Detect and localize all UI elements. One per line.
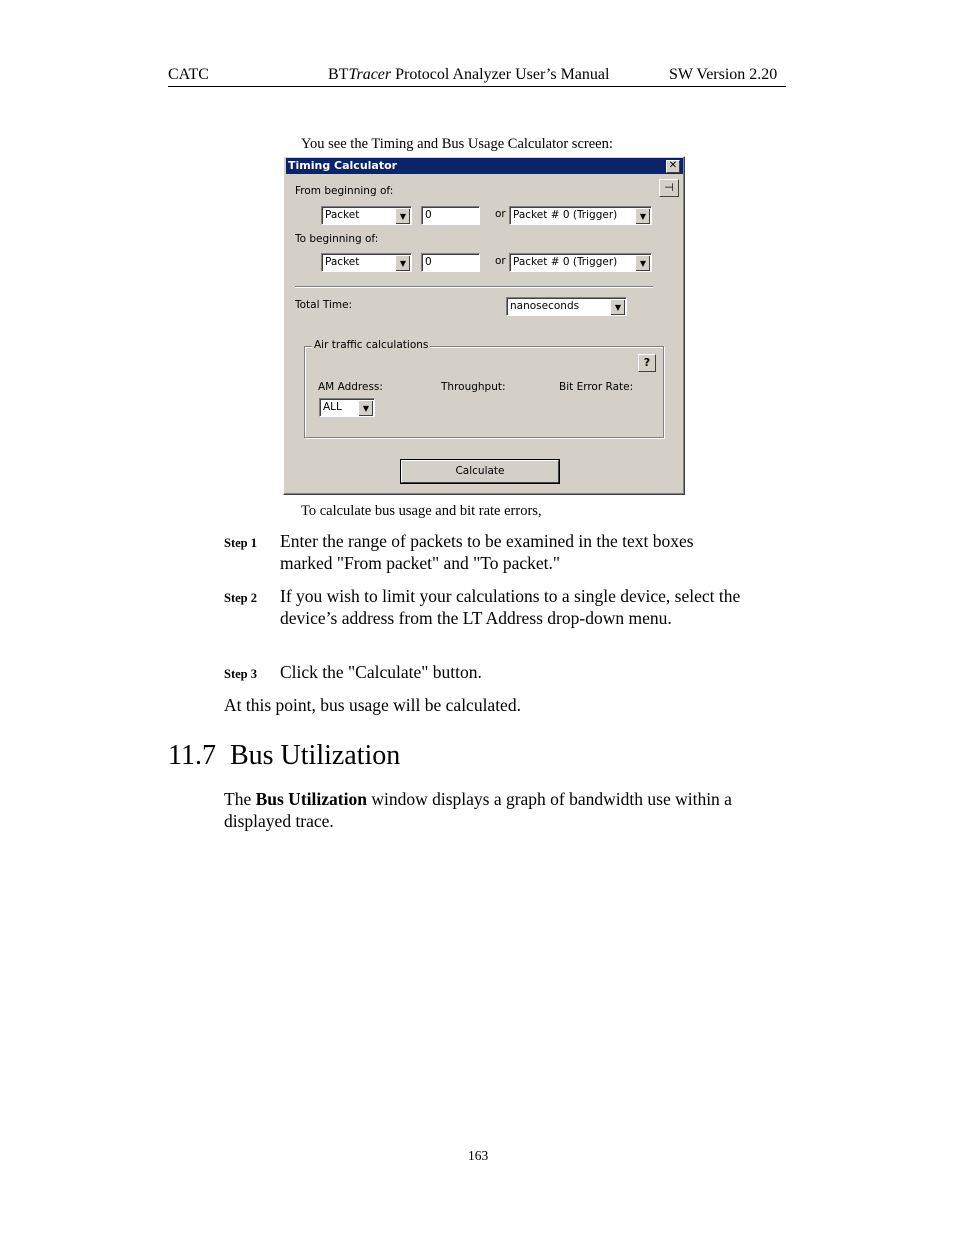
from-or-label: or [495, 208, 506, 220]
close-icon[interactable]: ✕ [666, 160, 680, 173]
am-address-value: ALL [323, 401, 342, 413]
running-header-version: SW Version 2.20 [669, 66, 778, 83]
title-prefix: BT [328, 66, 349, 83]
header-rule [168, 86, 786, 87]
step-text: If you wish to limit your calculations to a single device, select the device’s address from the LT Address drop-down menu. [280, 586, 741, 628]
from-packet-value: Packet # 0 (Trigger) [513, 209, 618, 221]
timing-calculator-dialog [283, 156, 685, 495]
step-label: Step 2 [224, 591, 257, 605]
page-number: 163 [468, 1148, 489, 1163]
step-label: Step 3 [224, 667, 257, 681]
to-packet-value: Packet # 0 (Trigger) [513, 256, 618, 268]
section-heading [168, 740, 400, 772]
title-suffix: Protocol Analyzer User’s Manual [391, 66, 610, 83]
from-type-value: Packet [325, 209, 360, 221]
ber-label: Bit Error Rate: [559, 381, 634, 393]
step-text: Click the "Calculate" button. [280, 662, 482, 682]
to-value-text: 0 [425, 256, 432, 268]
to-type-value: Packet [325, 256, 360, 268]
para-bold-term: Bus Utilization [255, 789, 367, 809]
total-time-unit-value: nanoseconds [510, 300, 580, 312]
running-header-title [328, 66, 609, 84]
from-type-select[interactable] [321, 206, 412, 225]
am-address-select[interactable] [319, 398, 375, 417]
section-number: 11.7 [168, 740, 216, 771]
calculate-button[interactable]: Calculate [401, 460, 559, 483]
chevron-down-icon[interactable]: ▼ [635, 208, 650, 224]
air-traffic-group-title: Air traffic calculations [314, 339, 429, 351]
from-value-input[interactable] [421, 206, 480, 225]
to-packet-select[interactable] [509, 253, 652, 272]
section-paragraph [224, 788, 784, 832]
result-note: At this point, bus usage will be calculated. [224, 695, 521, 715]
para-suffix: window displays a graph of bandwidth use within a displayed trace. [224, 789, 732, 831]
chevron-down-icon[interactable]: ▼ [395, 255, 410, 271]
section-title: Bus Utilization [229, 740, 401, 771]
step-label: Step 1 [224, 536, 257, 550]
total-time-unit-select[interactable] [506, 297, 627, 316]
from-value-text: 0 [425, 209, 432, 221]
from-packet-select[interactable] [509, 206, 652, 225]
chevron-down-icon[interactable]: ▼ [395, 208, 410, 224]
separator [295, 286, 653, 288]
pin-icon[interactable]: ⊣ [659, 179, 679, 197]
chevron-down-icon[interactable]: ▼ [610, 299, 625, 315]
dialog-title: Timing Calculator [288, 159, 398, 172]
throughput-label: Throughput: [441, 381, 506, 393]
step-text: Enter the range of packets to be examined in the text boxes marked "From packet" and "To packet." [280, 531, 694, 573]
to-type-select[interactable] [321, 253, 412, 272]
dialog-titlebar [286, 158, 683, 174]
to-or-label: or [495, 255, 506, 267]
to-value-input[interactable] [421, 253, 480, 272]
chevron-down-icon[interactable]: ▼ [635, 255, 650, 271]
am-address-label: AM Address: [318, 381, 383, 393]
help-icon[interactable]: ? [638, 354, 656, 372]
intro-caption: You see the Timing and Bus Usage Calculator screen: [301, 136, 613, 152]
chevron-down-icon[interactable]: ▼ [358, 400, 373, 416]
title-italic: Tracer [348, 66, 392, 83]
running-header-left: CATC [168, 66, 209, 83]
total-time-label: Total Time: [295, 299, 353, 311]
para-prefix: The [224, 789, 256, 809]
after-caption: To calculate bus usage and bit rate errors, [301, 503, 542, 519]
from-label: From beginning of: [295, 185, 394, 197]
to-label: To beginning of: [295, 233, 379, 245]
